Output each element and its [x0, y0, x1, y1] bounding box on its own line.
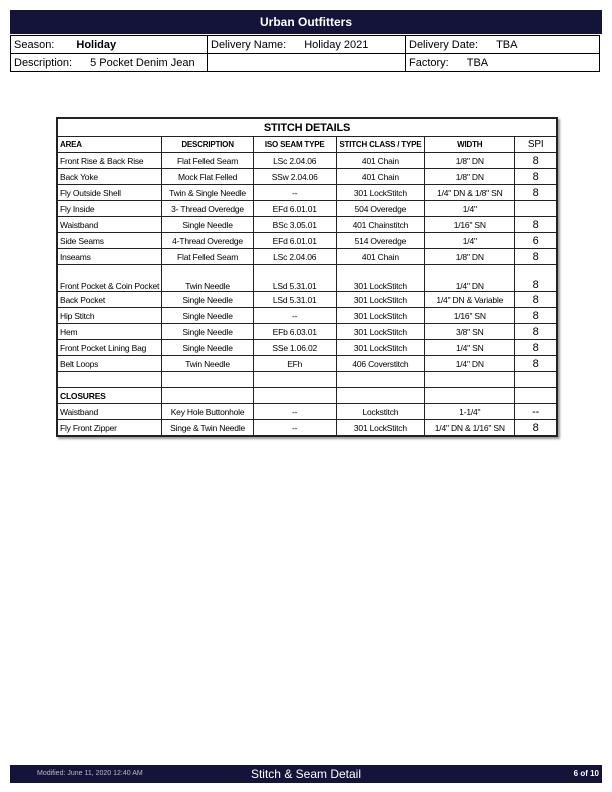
closures-section-row	[57, 388, 557, 404]
table-cell: Flat Felled Seam	[162, 153, 254, 169]
table-cell: 1/8" DN	[425, 169, 515, 185]
table-cell	[336, 372, 425, 388]
table-cell: Hip Stitch	[57, 308, 162, 324]
delivery-name-value: Holiday 2021	[304, 38, 369, 51]
table-cell: Single Needle	[162, 292, 254, 308]
table-header-row	[57, 137, 557, 153]
table-cell: 301 LockStitch	[336, 265, 425, 292]
table-cell	[162, 372, 254, 388]
table-cell: 8	[515, 356, 557, 372]
table-title-row	[57, 118, 557, 137]
table-cell: Waistband	[57, 404, 162, 420]
delivery-date-value: TBA	[496, 38, 518, 51]
table-cell	[515, 372, 557, 388]
table-cell: Front Pocket Lining Bag	[57, 340, 162, 356]
table-cell	[57, 372, 162, 388]
table-cell: 301 LockStitch	[336, 292, 425, 308]
table-cell: 8	[515, 217, 557, 233]
table-cell: Side Seams	[57, 233, 162, 249]
delivery-date-label: Delivery Date:	[409, 38, 479, 51]
table-cell: 401 Chain	[336, 169, 425, 185]
table-cell: 3/8" SN	[425, 324, 515, 340]
table-cell: 6	[515, 233, 557, 249]
season-label: Season:	[14, 38, 55, 51]
table-cell: EFd 6.01.01	[253, 201, 336, 217]
table-title: STITCH DETAILS	[57, 118, 557, 137]
table-cell: 1/8" DN	[425, 153, 515, 169]
table-cell	[425, 372, 515, 388]
table-cell: 1/4" DN & 1/8" SN	[425, 185, 515, 201]
table-row	[57, 308, 557, 324]
table-cell: 504 Overedge	[336, 201, 425, 217]
column-header: WIDTH	[425, 137, 515, 153]
table-cell: 1/4"	[425, 233, 515, 249]
table-cell: 1/4" DN & Variable	[425, 292, 515, 308]
table-cell: 301 LockStitch	[336, 340, 425, 356]
table-cell: EFh	[253, 356, 336, 372]
table-cell: 8	[515, 324, 557, 340]
table-row	[57, 420, 557, 437]
table-cell: --	[253, 404, 336, 420]
table-cell: BSc 3.05.01	[253, 217, 336, 233]
table-cell: --	[515, 404, 557, 420]
brand-header: Urban Outfitters	[10, 10, 602, 34]
table-cell: Twin Needle	[162, 265, 254, 292]
table-cell: Mock Flat Felled	[162, 169, 254, 185]
table-cell: --	[253, 420, 336, 437]
season-value: Holiday	[76, 38, 117, 51]
modified-date: Modified: June 11, 2020 12:40 AM	[37, 770, 143, 777]
table-cell: Waistband	[57, 217, 162, 233]
table-cell: 1/4" SN	[425, 340, 515, 356]
table-row	[57, 340, 557, 356]
table-row	[57, 404, 557, 420]
table-cell: 8	[515, 420, 557, 437]
table-cell: Single Needle	[162, 340, 254, 356]
table-cell: LSc 2.04.06	[253, 153, 336, 169]
description-value: 5 Pocket Denim Jean	[90, 56, 195, 69]
table-cell	[515, 201, 557, 217]
table-cell: 8	[515, 308, 557, 324]
table-cell: 1/4"	[425, 201, 515, 217]
footer-title: Stitch & Seam Detail	[250, 767, 362, 781]
table-cell: 8	[515, 249, 557, 265]
table-cell: Fly Outside Shell	[57, 185, 162, 201]
table-cell: LSc 2.04.06	[253, 249, 336, 265]
delivery-date-cell	[406, 36, 600, 54]
blank-row	[57, 372, 557, 388]
table-cell: EFb 6.03.01	[253, 324, 336, 340]
factory-value: TBA	[466, 56, 489, 69]
table-cell: 1/16" SN	[425, 308, 515, 324]
table-cell: Lockstitch	[336, 404, 425, 420]
table-row	[57, 201, 557, 217]
table-cell: 514 Overedge	[336, 233, 425, 249]
table-cell: Flat Felled Seam	[162, 249, 254, 265]
table-cell: Belt Loops	[57, 356, 162, 372]
factory-cell	[406, 54, 600, 72]
table-cell: Fly Inside	[57, 201, 162, 217]
table-cell: 301 LockStitch	[336, 185, 425, 201]
page-number: 6 of 10	[573, 769, 599, 778]
column-header: STITCH CLASS / TYPE	[336, 137, 425, 153]
table-cell: Front Rise & Back Rise	[57, 153, 162, 169]
table-cell: SSe 1.06.02	[253, 340, 336, 356]
table-row	[57, 153, 557, 169]
table-cell: 301 LockStitch	[336, 308, 425, 324]
table-cell: 8	[515, 169, 557, 185]
table-cell: Inseams	[57, 249, 162, 265]
table-cell: 401 Chain	[336, 249, 425, 265]
table-cell	[253, 372, 336, 388]
table-cell: 8	[515, 265, 557, 292]
table-cell: 4-Thread Overedge	[162, 233, 254, 249]
table-row	[57, 233, 557, 249]
table-row	[57, 356, 557, 372]
table-cell: Hem	[57, 324, 162, 340]
table-cell: EFd 6.01.01	[253, 233, 336, 249]
table-cell: --	[253, 308, 336, 324]
table-row	[57, 185, 557, 201]
table-cell: 301 LockStitch	[336, 324, 425, 340]
table-cell	[515, 388, 557, 404]
table-cell	[336, 388, 425, 404]
table-cell: 8	[515, 153, 557, 169]
table-cell: Single Needle	[162, 308, 254, 324]
table-cell: LSd 5.31.01	[253, 265, 336, 292]
table-cell: 3- Thread Overedge	[162, 201, 254, 217]
table-cell: Key Hole Buttonhole	[162, 404, 254, 420]
table-cell: Twin Needle	[162, 356, 254, 372]
table-cell: Single Needle	[162, 324, 254, 340]
table-cell	[425, 388, 515, 404]
column-header: AREA	[57, 137, 162, 153]
empty-cell	[208, 54, 406, 72]
table-cell: 301 LockStitch	[336, 420, 425, 437]
table-row	[57, 249, 557, 265]
table-cell: 8	[515, 340, 557, 356]
table-cell: SSw 2.04.06	[253, 169, 336, 185]
table-cell: LSd 5.31.01	[253, 292, 336, 308]
table-cell: 1/4" DN	[425, 265, 515, 292]
season-cell	[11, 36, 208, 54]
table-cell: Back Yoke	[57, 169, 162, 185]
delivery-name-cell	[208, 36, 406, 54]
table-row	[57, 217, 557, 233]
table-cell: 1/4" DN & 1/16" SN	[425, 420, 515, 437]
delivery-name-label: Delivery Name:	[211, 38, 287, 51]
column-header: SPI	[515, 137, 557, 153]
table-cell: 8	[515, 292, 557, 308]
table-cell: Twin & Single Needle	[162, 185, 254, 201]
table-cell	[162, 388, 254, 404]
section-title: CLOSURES	[57, 388, 162, 404]
table-cell: 401 Chain	[336, 153, 425, 169]
table-cell: Single Needle	[162, 217, 254, 233]
table-cell: --	[253, 185, 336, 201]
description-label: Description:	[14, 56, 73, 69]
table-cell: 1/4" DN	[425, 356, 515, 372]
table-cell: 1/16" SN	[425, 217, 515, 233]
stitch-details-table	[56, 117, 558, 437]
table-cell	[253, 388, 336, 404]
table-cell: Fly Front Zipper	[57, 420, 162, 437]
table-row	[57, 169, 557, 185]
table-row	[57, 265, 557, 292]
product-info-table	[10, 35, 600, 72]
footer-bar	[10, 765, 602, 783]
description-cell	[11, 54, 208, 72]
table-cell: Singe & Twin Needle	[162, 420, 254, 437]
column-header: DESCRIPTION	[162, 137, 254, 153]
column-header: ISO SEAM TYPE	[253, 137, 336, 153]
table-cell: 1-1/4"	[425, 404, 515, 420]
table-cell: 8	[515, 185, 557, 201]
table-cell: 401 Chainstitch	[336, 217, 425, 233]
table-cell: Front Pocket & Coin Pocket	[57, 265, 162, 292]
factory-label: Factory:	[409, 56, 449, 69]
table-row	[57, 292, 557, 308]
table-cell: 406 Coverstitch	[336, 356, 425, 372]
table-cell: Back Pocket	[57, 292, 162, 308]
table-cell: 1/8" DN	[425, 249, 515, 265]
table-row	[57, 324, 557, 340]
